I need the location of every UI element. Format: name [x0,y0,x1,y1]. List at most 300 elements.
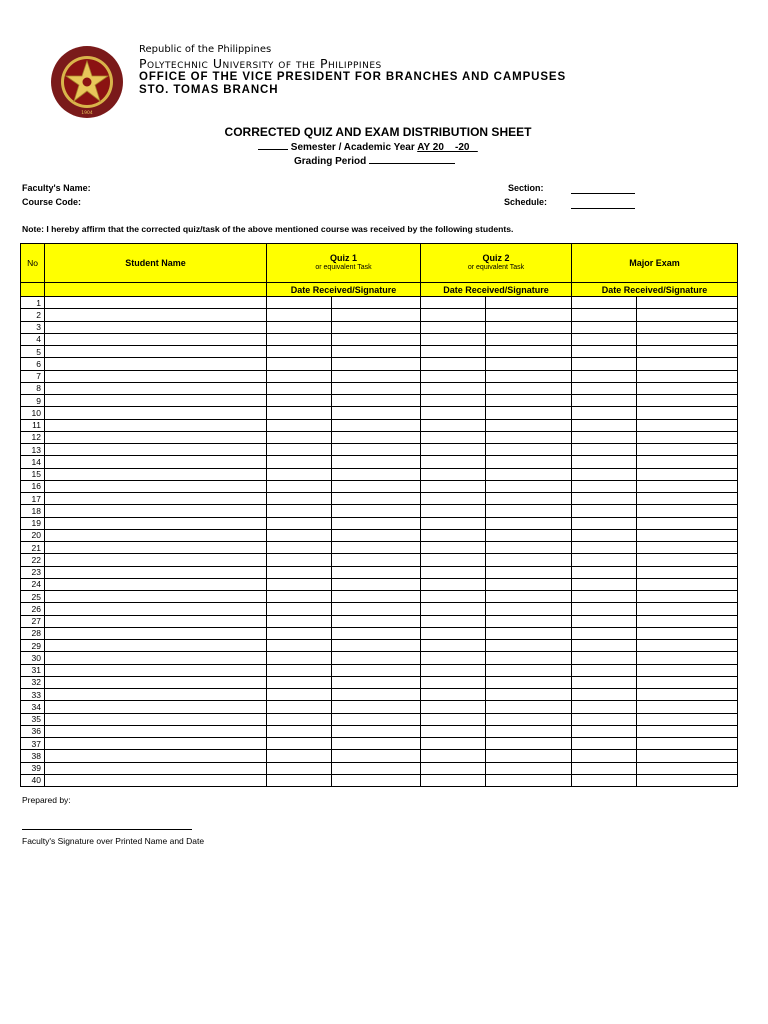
quiz1-signature-cell[interactable] [332,505,421,517]
quiz2-signature-cell[interactable] [486,517,572,529]
quiz1-signature-cell[interactable] [332,676,421,688]
student-name-cell[interactable] [45,689,267,701]
major-date-cell[interactable] [572,517,637,529]
quiz2-signature-cell[interactable] [486,664,572,676]
quiz1-date-cell[interactable] [267,517,332,529]
student-name-cell[interactable] [45,652,267,664]
quiz1-date-cell[interactable] [267,493,332,505]
quiz2-signature-cell[interactable] [486,615,572,627]
quiz2-signature-cell[interactable] [486,640,572,652]
course-code-label: Course Code: [22,197,82,207]
quiz1-date-cell[interactable] [267,456,332,468]
student-name-cell[interactable] [45,566,267,578]
major-date-cell[interactable] [572,615,637,627]
quiz1-signature-cell[interactable] [332,517,421,529]
major-signature-cell[interactable] [637,309,738,321]
quiz1-signature-cell[interactable] [332,346,421,358]
quiz1-date-cell[interactable] [267,542,332,554]
quiz2-signature-cell[interactable] [486,358,572,370]
quiz1-date-cell[interactable] [267,431,332,443]
major-date-cell[interactable] [572,297,637,309]
quiz2-signature-cell[interactable] [486,603,572,615]
major-signature-cell[interactable] [637,738,738,750]
table-row [21,689,738,701]
major-date-cell[interactable] [572,554,637,566]
major-signature-cell[interactable] [637,542,738,554]
quiz1-signature-cell[interactable] [332,664,421,676]
quiz2-signature-cell[interactable] [486,542,572,554]
quiz2-signature-cell[interactable] [486,578,572,590]
quiz1-date-cell[interactable] [267,615,332,627]
quiz2-date-cell[interactable] [421,738,486,750]
student-name-cell[interactable] [45,456,267,468]
quiz2-signature-cell[interactable] [486,407,572,419]
major-date-cell[interactable] [572,444,637,456]
quiz1-date-cell[interactable] [267,652,332,664]
major-signature-cell[interactable] [637,652,738,664]
quiz1-date-cell[interactable] [267,333,332,345]
major-signature-cell[interactable] [637,370,738,382]
row-number: 6 [21,358,45,370]
student-name-cell[interactable] [45,297,267,309]
student-name-cell[interactable] [45,358,267,370]
quiz1-signature-cell[interactable] [332,444,421,456]
quiz1-date-cell[interactable] [267,566,332,578]
quiz1-date-cell[interactable] [267,701,332,713]
student-name-cell[interactable] [45,664,267,676]
major-date-cell[interactable] [572,701,637,713]
quiz1-date-cell[interactable] [267,603,332,615]
major-date-cell[interactable] [572,542,637,554]
major-signature-cell[interactable] [637,480,738,492]
quiz1-date-cell[interactable] [267,676,332,688]
quiz1-date-cell[interactable] [267,358,332,370]
major-date-cell[interactable] [572,505,637,517]
student-name-cell[interactable] [45,493,267,505]
quiz2-date-cell[interactable] [421,566,486,578]
quiz2-signature-cell[interactable] [486,774,572,786]
quiz1-date-cell[interactable] [267,407,332,419]
quiz1-signature-cell[interactable] [332,456,421,468]
quiz2-date-cell[interactable] [421,321,486,333]
quiz1-signature-cell[interactable] [332,725,421,737]
major-date-cell[interactable] [572,333,637,345]
major-signature-cell[interactable] [637,725,738,737]
quiz2-signature-cell[interactable] [486,676,572,688]
table-row [21,517,738,529]
table-row [21,407,738,419]
quiz2-date-cell[interactable] [421,652,486,664]
major-signature-cell[interactable] [637,297,738,309]
quiz2-date-cell[interactable] [421,542,486,554]
major-signature-cell[interactable] [637,468,738,480]
quiz1-signature-cell[interactable] [332,652,421,664]
quiz1-signature-cell[interactable] [332,480,421,492]
student-name-cell[interactable] [45,321,267,333]
student-name-cell[interactable] [45,627,267,639]
student-name-cell[interactable] [45,480,267,492]
major-date-cell[interactable] [572,591,637,603]
student-name-cell[interactable] [45,517,267,529]
row-number: 3 [21,321,45,333]
row-number: 30 [21,652,45,664]
quiz2-signature-cell[interactable] [486,480,572,492]
quiz2-date-cell[interactable] [421,750,486,762]
major-date-cell[interactable] [572,456,637,468]
quiz2-date-cell[interactable] [421,701,486,713]
major-date-cell[interactable] [572,370,637,382]
quiz1-signature-cell[interactable] [332,566,421,578]
quiz2-signature-cell[interactable] [486,725,572,737]
quiz1-signature-cell[interactable] [332,713,421,725]
quiz2-signature-cell[interactable] [486,419,572,431]
quiz2-date-cell[interactable] [421,505,486,517]
quiz2-date-cell[interactable] [421,431,486,443]
quiz2-date-cell[interactable] [421,713,486,725]
major-date-cell[interactable] [572,566,637,578]
major-date-cell[interactable] [572,346,637,358]
quiz2-signature-cell[interactable] [486,652,572,664]
major-signature-cell[interactable] [637,554,738,566]
quiz1-date-cell[interactable] [267,419,332,431]
major-signature-cell[interactable] [637,603,738,615]
quiz2-signature-cell[interactable] [486,750,572,762]
quiz1-signature-cell[interactable] [332,774,421,786]
row-number: 19 [21,517,45,529]
major-date-cell[interactable] [572,468,637,480]
quiz1-signature-cell[interactable] [332,321,421,333]
quiz2-date-cell[interactable] [421,370,486,382]
major-date-cell[interactable] [572,529,637,541]
student-name-cell[interactable] [45,701,267,713]
major-signature-cell[interactable] [637,358,738,370]
quiz2-signature-cell[interactable] [486,738,572,750]
quiz2-date-cell[interactable] [421,407,486,419]
major-date-cell[interactable] [572,750,637,762]
quiz2-signature-cell[interactable] [486,591,572,603]
student-name-cell[interactable] [45,750,267,762]
quiz2-signature-cell[interactable] [486,713,572,725]
quiz1-signature-cell[interactable] [332,370,421,382]
major-date-cell[interactable] [572,652,637,664]
quiz2-signature-cell[interactable] [486,566,572,578]
table-row [21,480,738,492]
quiz1-signature-cell[interactable] [332,309,421,321]
quiz2-date-cell[interactable] [421,333,486,345]
student-name-cell[interactable] [45,395,267,407]
quiz1-signature-cell[interactable] [332,554,421,566]
quiz1-date-cell[interactable] [267,321,332,333]
quiz2-date-cell[interactable] [421,762,486,774]
distribution-table [20,243,738,787]
quiz1-signature-cell[interactable] [332,591,421,603]
quiz2-date-cell[interactable] [421,689,486,701]
major-date-cell[interactable] [572,321,637,333]
student-name-cell[interactable] [45,542,267,554]
quiz1-signature-cell[interactable] [332,419,421,431]
major-date-cell[interactable] [572,762,637,774]
quiz1-signature-cell[interactable] [332,542,421,554]
student-name-cell[interactable] [45,431,267,443]
student-name-cell[interactable] [45,444,267,456]
quiz2-signature-cell[interactable] [486,701,572,713]
student-name-cell[interactable] [45,333,267,345]
quiz1-date-cell[interactable] [267,382,332,394]
major-signature-cell[interactable] [637,640,738,652]
student-name-cell[interactable] [45,762,267,774]
grading-period-blank[interactable] [369,154,455,164]
major-date-cell[interactable] [572,689,637,701]
schedule-blank[interactable] [571,208,635,209]
quiz1-date-cell[interactable] [267,309,332,321]
major-signature-cell[interactable] [637,774,738,786]
quiz1-signature-cell[interactable] [332,395,421,407]
quiz1-date-cell[interactable] [267,480,332,492]
major-date-cell[interactable] [572,407,637,419]
quiz2-signature-cell[interactable] [486,762,572,774]
major-date-cell[interactable] [572,725,637,737]
major-date-cell[interactable] [572,738,637,750]
student-name-cell[interactable] [45,578,267,590]
major-signature-cell[interactable] [637,689,738,701]
major-signature-cell[interactable] [637,615,738,627]
signature-line[interactable] [22,829,192,830]
major-date-cell[interactable] [572,603,637,615]
student-name-cell[interactable] [45,346,267,358]
quiz2-signature-cell[interactable] [486,529,572,541]
quiz2-date-cell[interactable] [421,627,486,639]
quiz2-signature-cell[interactable] [486,382,572,394]
major-signature-cell[interactable] [637,333,738,345]
quiz1-signature-cell[interactable] [332,382,421,394]
quiz1-signature-cell[interactable] [332,493,421,505]
major-signature-cell[interactable] [637,762,738,774]
quiz2-signature-cell[interactable] [486,627,572,639]
quiz1-signature-cell[interactable] [332,627,421,639]
major-date-cell[interactable] [572,578,637,590]
quiz1-signature-cell[interactable] [332,750,421,762]
quiz2-date-cell[interactable] [421,358,486,370]
student-name-cell[interactable] [45,382,267,394]
major-signature-cell[interactable] [637,493,738,505]
major-date-cell[interactable] [572,358,637,370]
quiz2-date-cell[interactable] [421,591,486,603]
quiz1-date-cell[interactable] [267,725,332,737]
row-number: 4 [21,333,45,345]
quiz2-date-cell[interactable] [421,676,486,688]
quiz2-signature-cell[interactable] [486,321,572,333]
quiz2-date-cell[interactable] [421,456,486,468]
quiz1-date-cell[interactable] [267,591,332,603]
quiz2-date-cell[interactable] [421,468,486,480]
quiz1-date-cell[interactable] [267,444,332,456]
quiz1-date-cell[interactable] [267,297,332,309]
major-date-cell[interactable] [572,395,637,407]
quiz2-date-cell[interactable] [421,493,486,505]
quiz1-signature-cell[interactable] [332,578,421,590]
quiz1-signature-cell[interactable] [332,640,421,652]
quiz1-signature-cell[interactable] [332,701,421,713]
major-date-cell[interactable] [572,480,637,492]
quiz2-date-cell[interactable] [421,640,486,652]
student-name-cell[interactable] [45,554,267,566]
major-signature-cell[interactable] [637,321,738,333]
quiz2-date-cell[interactable] [421,444,486,456]
student-name-cell[interactable] [45,419,267,431]
quiz1-signature-cell[interactable] [332,529,421,541]
major-signature-cell[interactable] [637,627,738,639]
student-name-cell[interactable] [45,676,267,688]
major-signature-cell[interactable] [637,529,738,541]
major-date-cell[interactable] [572,419,637,431]
student-name-cell[interactable] [45,407,267,419]
major-signature-cell[interactable] [637,346,738,358]
quiz2-date-cell[interactable] [421,664,486,676]
student-name-cell[interactable] [45,309,267,321]
prepared-by-label: Prepared by: [22,795,71,805]
quiz1-signature-cell[interactable] [332,738,421,750]
quiz2-date-cell[interactable] [421,297,486,309]
quiz1-signature-cell[interactable] [332,407,421,419]
quiz2-signature-cell[interactable] [486,505,572,517]
major-date-cell[interactable] [572,627,637,639]
quiz1-date-cell[interactable] [267,689,332,701]
table-row [21,578,738,590]
quiz1-date-cell[interactable] [267,640,332,652]
quiz2-date-cell[interactable] [421,419,486,431]
quiz2-date-cell[interactable] [421,615,486,627]
major-signature-cell[interactable] [637,701,738,713]
quiz1-date-cell[interactable] [267,578,332,590]
quiz2-signature-cell[interactable] [486,370,572,382]
major-signature-cell[interactable] [637,591,738,603]
quiz2-date-cell[interactable] [421,309,486,321]
quiz2-signature-cell[interactable] [486,431,572,443]
student-name-cell[interactable] [45,591,267,603]
quiz1-signature-cell[interactable] [332,603,421,615]
quiz1-date-cell[interactable] [267,554,332,566]
quiz1-signature-cell[interactable] [332,468,421,480]
major-signature-cell[interactable] [637,395,738,407]
semester-blank[interactable] [258,140,288,150]
student-name-cell[interactable] [45,468,267,480]
quiz1-date-cell[interactable] [267,664,332,676]
quiz2-signature-cell[interactable] [486,456,572,468]
quiz1-signature-cell[interactable] [332,358,421,370]
section-blank[interactable] [571,193,635,194]
major-signature-cell[interactable] [637,676,738,688]
student-name-cell[interactable] [45,505,267,517]
quiz2-date-cell[interactable] [421,346,486,358]
quiz2-date-cell[interactable] [421,382,486,394]
quiz1-date-cell[interactable] [267,468,332,480]
quiz2-date-cell[interactable] [421,480,486,492]
quiz2-signature-cell[interactable] [486,346,572,358]
quiz2-signature-cell[interactable] [486,297,572,309]
major-signature-cell[interactable] [637,419,738,431]
row-number: 13 [21,444,45,456]
quiz2-date-cell[interactable] [421,529,486,541]
major-date-cell[interactable] [572,493,637,505]
major-signature-cell[interactable] [637,713,738,725]
quiz2-date-cell[interactable] [421,395,486,407]
major-signature-cell[interactable] [637,566,738,578]
quiz1-date-cell[interactable] [267,713,332,725]
quiz1-signature-cell[interactable] [332,297,421,309]
major-date-cell[interactable] [572,676,637,688]
quiz1-signature-cell[interactable] [332,615,421,627]
quiz1-signature-cell[interactable] [332,762,421,774]
student-name-cell[interactable] [45,640,267,652]
student-name-cell[interactable] [45,615,267,627]
quiz2-date-cell[interactable] [421,578,486,590]
student-name-cell[interactable] [45,603,267,615]
major-date-cell[interactable] [572,664,637,676]
quiz2-signature-cell[interactable] [486,444,572,456]
quiz1-date-cell[interactable] [267,346,332,358]
quiz2-signature-cell[interactable] [486,468,572,480]
quiz1-date-cell[interactable] [267,529,332,541]
quiz2-date-cell[interactable] [421,603,486,615]
quiz2-date-cell[interactable] [421,774,486,786]
quiz2-date-cell[interactable] [421,517,486,529]
quiz1-date-cell[interactable] [267,505,332,517]
quiz1-signature-cell[interactable] [332,431,421,443]
quiz1-signature-cell[interactable] [332,333,421,345]
major-date-cell[interactable] [572,640,637,652]
major-date-cell[interactable] [572,309,637,321]
major-date-cell[interactable] [572,382,637,394]
quiz1-date-cell[interactable] [267,395,332,407]
student-name-cell[interactable] [45,774,267,786]
major-signature-cell[interactable] [637,750,738,762]
major-signature-cell[interactable] [637,517,738,529]
major-signature-cell[interactable] [637,664,738,676]
schedule-label: Schedule: [504,197,548,207]
major-date-cell[interactable] [572,713,637,725]
student-name-cell[interactable] [45,370,267,382]
quiz1-date-cell[interactable] [267,370,332,382]
major-signature-cell[interactable] [637,456,738,468]
student-name-cell[interactable] [45,529,267,541]
quiz1-signature-cell[interactable] [332,689,421,701]
major-signature-cell[interactable] [637,382,738,394]
quiz2-date-cell[interactable] [421,725,486,737]
major-date-cell[interactable] [572,431,637,443]
major-signature-cell[interactable] [637,578,738,590]
quiz2-date-cell[interactable] [421,554,486,566]
major-signature-cell[interactable] [637,444,738,456]
quiz1-date-cell[interactable] [267,774,332,786]
student-name-cell[interactable] [45,738,267,750]
quiz1-date-cell[interactable] [267,627,332,639]
quiz1-date-cell[interactable] [267,762,332,774]
student-name-cell[interactable] [45,725,267,737]
major-signature-cell[interactable] [637,431,738,443]
quiz2-signature-cell[interactable] [486,333,572,345]
quiz2-signature-cell[interactable] [486,395,572,407]
quiz2-signature-cell[interactable] [486,554,572,566]
major-signature-cell[interactable] [637,505,738,517]
quiz2-signature-cell[interactable] [486,689,572,701]
major-signature-cell[interactable] [637,407,738,419]
quiz1-date-cell[interactable] [267,750,332,762]
quiz1-date-cell[interactable] [267,738,332,750]
student-name-cell[interactable] [45,713,267,725]
quiz2-signature-cell[interactable] [486,309,572,321]
quiz2-signature-cell[interactable] [486,493,572,505]
major-date-cell[interactable] [572,774,637,786]
